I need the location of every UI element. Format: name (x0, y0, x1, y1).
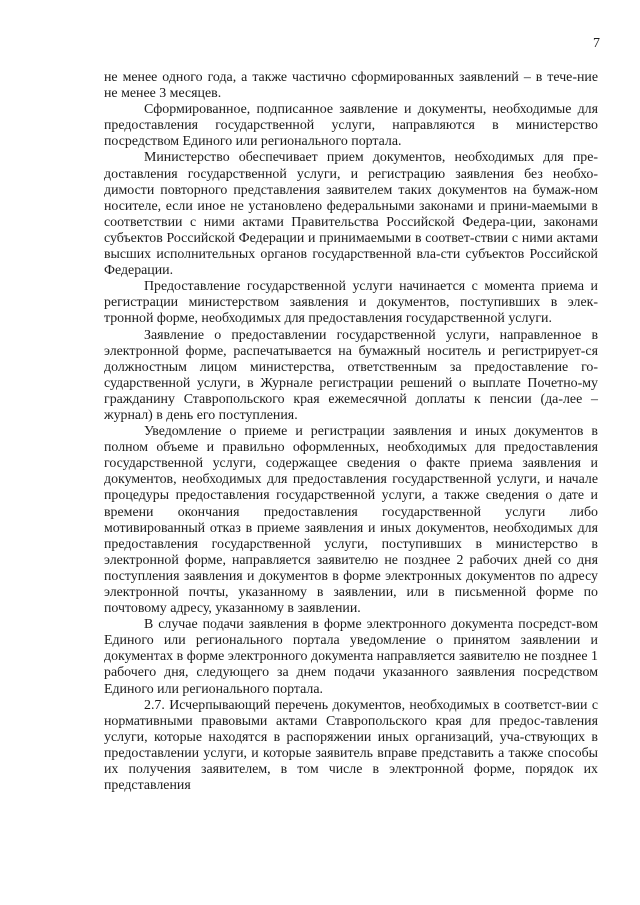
paragraph: Заявление о предоставлении государственной услуги, направленное в электронной форме, распечатывается на бумажный носитель и регистрирует-ся должностным лицом министерства, ответственным за предоставление го-сударственной услуги, в Журнале регистрации решений о выплате Почетно-му гражданину Ставропольского края ежемесячной доплаты к пенсии (да-лее – журнал) в день его поступления. (104, 327, 598, 423)
paragraph: Сформированное, подписанное заявление и документы, необходимые для предоставления государственной услуги, направляются в министерство посредством Единого или регионального портала. (104, 102, 598, 150)
document-body (104, 70, 598, 794)
paragraph: Уведомление о приеме и регистрации заявления и иных документов в полном объеме и правильно оформленных, необходимых для предоставления государственной услуги, содержащее сведения о факте приема заявления и документов, необходимых для предоставления государственной услуги, и начале процедуры предоставления государственной услуги, а также сведения о дате и времени окончания предоставления государственной услуги либо мотивированный отказ в приеме заявления и иных документов, необходимых для предоставления государственной услуги, поступивших в министерство в электронной форме, направляется заявителю не позднее 2 рабочих дней со дня поступления заявления и документов в форме электронных документов по адресу электронной почты, указанному в заявлении, или в письменной форме по почтовому адресу, указанному в заявлении. (104, 424, 598, 617)
paragraph-section-2-7: 2.7. Исчерпывающий перечень документов, необходимых в соответст-вии с нормативными правовыми актами Ставропольского края для предос-тавления услуги, которые находятся в распоряжении иных организаций, уча-ствующих в предоставлении услуги, и которые заявитель вправе представить а также способы их получения заявителем, в том числе в электронной форме, порядок их представления (104, 697, 598, 794)
paragraph-continuation: не менее одного года, а также частично сформированных заявлений – в тече-ние не менее 3 месяцев. (104, 70, 598, 102)
paragraph: Министерство обеспечивает прием документов, необходимых для пре-доставления государственной услуги, и регистрацию заявления без необхо-димости повторного представления заявителем таких документов на бумаж-ном носителе, если иное не установлено федеральными законами и прини-маемыми в соответствии с ними актами Правительства Российской Федера-ции, законами субъектов Российской Федерации и принимаемыми в соответ-ствии с ними актами высших исполнительных органов государственной вла-сти субъектов Российской Федерации. (104, 150, 598, 279)
paragraph: Предоставление государственной услуги начинается с момента приема и регистрации министерством заявления и документов, поступивших в элек-тронной форме, необходимых для предоставления государственной услуги. (104, 279, 598, 327)
paragraph: В случае подачи заявления в форме электронного документа посредст-вом Единого или регионального портала уведомление о принятом заявлении и документах в форме электронного документа направляется заявителю не позднее 1 рабочего дня, следующего за днем подачи указанного заявления посредством Единого или регионального портала. (104, 617, 598, 697)
page-number: 7 (593, 36, 600, 51)
